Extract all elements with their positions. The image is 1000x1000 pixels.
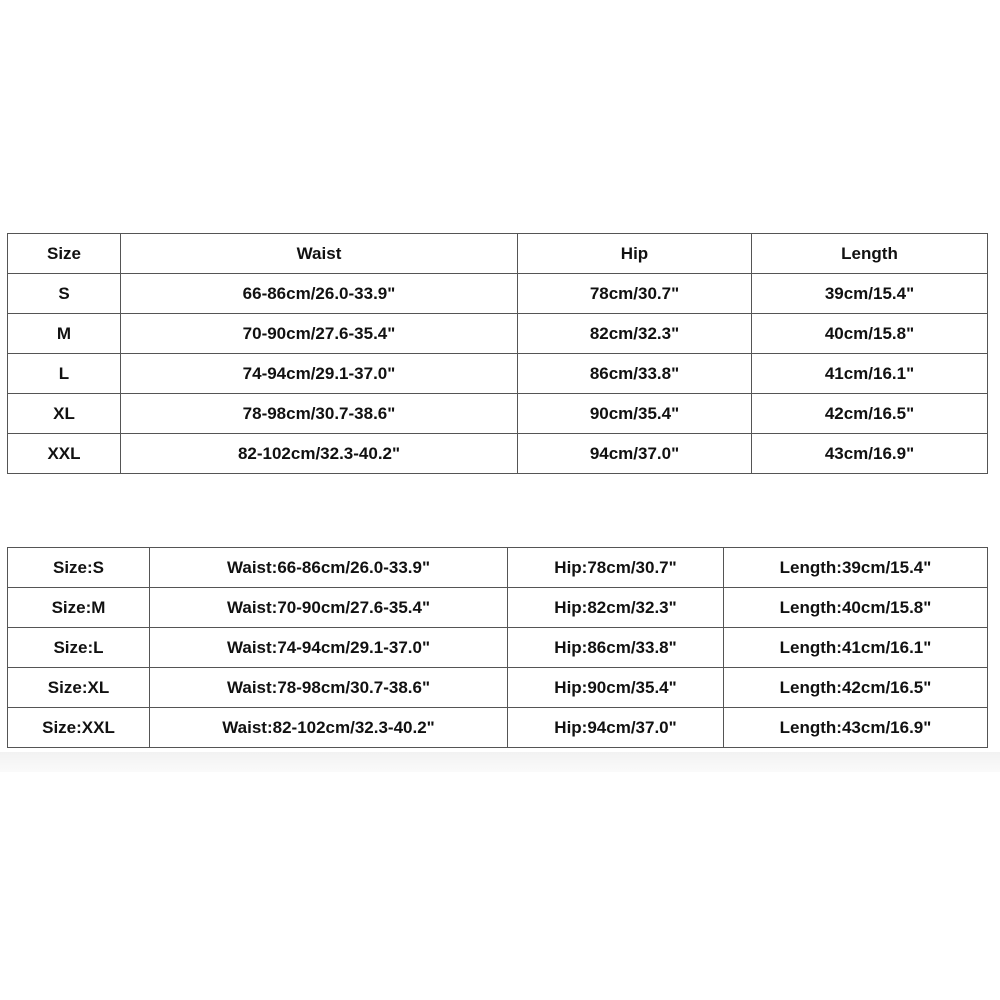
table-row bbox=[8, 708, 988, 748]
length-cell: Length:40cm/15.8" bbox=[724, 588, 988, 628]
length-cell: 41cm/16.1" bbox=[752, 354, 988, 394]
length-cell: Length:39cm/15.4" bbox=[724, 548, 988, 588]
table-row bbox=[8, 314, 988, 354]
size-cell: XL bbox=[8, 394, 121, 434]
table-row bbox=[8, 394, 988, 434]
length-cell: Length:42cm/16.5" bbox=[724, 668, 988, 708]
length-cell: Length:41cm/16.1" bbox=[724, 628, 988, 668]
table-row bbox=[8, 354, 988, 394]
bottom-shade-band bbox=[0, 752, 1000, 772]
waist-cell: Waist:74-94cm/29.1-37.0" bbox=[150, 628, 508, 668]
length-cell: 43cm/16.9" bbox=[752, 434, 988, 474]
header-cell-length: Length bbox=[752, 234, 988, 274]
size-cell: L bbox=[8, 354, 121, 394]
size-cell: Size:XXL bbox=[8, 708, 150, 748]
hip-cell: Hip:90cm/35.4" bbox=[508, 668, 724, 708]
table-row bbox=[8, 588, 988, 628]
length-cell: Length:43cm/16.9" bbox=[724, 708, 988, 748]
hip-cell: Hip:94cm/37.0" bbox=[508, 708, 724, 748]
header-cell-waist: Waist bbox=[121, 234, 518, 274]
header-cell-hip: Hip bbox=[518, 234, 752, 274]
size-cell: XXL bbox=[8, 434, 121, 474]
waist-cell: 70-90cm/27.6-35.4" bbox=[121, 314, 518, 354]
table-row bbox=[8, 628, 988, 668]
table-header-row bbox=[8, 234, 988, 274]
size-cell: Size:M bbox=[8, 588, 150, 628]
hip-cell: Hip:82cm/32.3" bbox=[508, 588, 724, 628]
table-row bbox=[8, 274, 988, 314]
length-cell: 42cm/16.5" bbox=[752, 394, 988, 434]
waist-cell: 78-98cm/30.7-38.6" bbox=[121, 394, 518, 434]
size-cell: Size:S bbox=[8, 548, 150, 588]
waist-cell: Waist:70-90cm/27.6-35.4" bbox=[150, 588, 508, 628]
table-row bbox=[8, 434, 988, 474]
hip-cell: Hip:78cm/30.7" bbox=[508, 548, 724, 588]
waist-cell: Waist:66-86cm/26.0-33.9" bbox=[150, 548, 508, 588]
size-cell: S bbox=[8, 274, 121, 314]
waist-cell: 66-86cm/26.0-33.9" bbox=[121, 274, 518, 314]
size-table-with-header bbox=[7, 233, 988, 474]
hip-cell: 86cm/33.8" bbox=[518, 354, 752, 394]
size-cell: Size:L bbox=[8, 628, 150, 668]
waist-cell: Waist:78-98cm/30.7-38.6" bbox=[150, 668, 508, 708]
hip-cell: 82cm/32.3" bbox=[518, 314, 752, 354]
waist-cell: 82-102cm/32.3-40.2" bbox=[121, 434, 518, 474]
size-table-labeled bbox=[7, 547, 988, 748]
table-row bbox=[8, 668, 988, 708]
hip-cell: Hip:86cm/33.8" bbox=[508, 628, 724, 668]
hip-cell: 78cm/30.7" bbox=[518, 274, 752, 314]
hip-cell: 90cm/35.4" bbox=[518, 394, 752, 434]
waist-cell: 74-94cm/29.1-37.0" bbox=[121, 354, 518, 394]
length-cell: 39cm/15.4" bbox=[752, 274, 988, 314]
header-cell-size: Size bbox=[8, 234, 121, 274]
size-cell: Size:XL bbox=[8, 668, 150, 708]
length-cell: 40cm/15.8" bbox=[752, 314, 988, 354]
table-row bbox=[8, 548, 988, 588]
size-cell: M bbox=[8, 314, 121, 354]
hip-cell: 94cm/37.0" bbox=[518, 434, 752, 474]
waist-cell: Waist:82-102cm/32.3-40.2" bbox=[150, 708, 508, 748]
